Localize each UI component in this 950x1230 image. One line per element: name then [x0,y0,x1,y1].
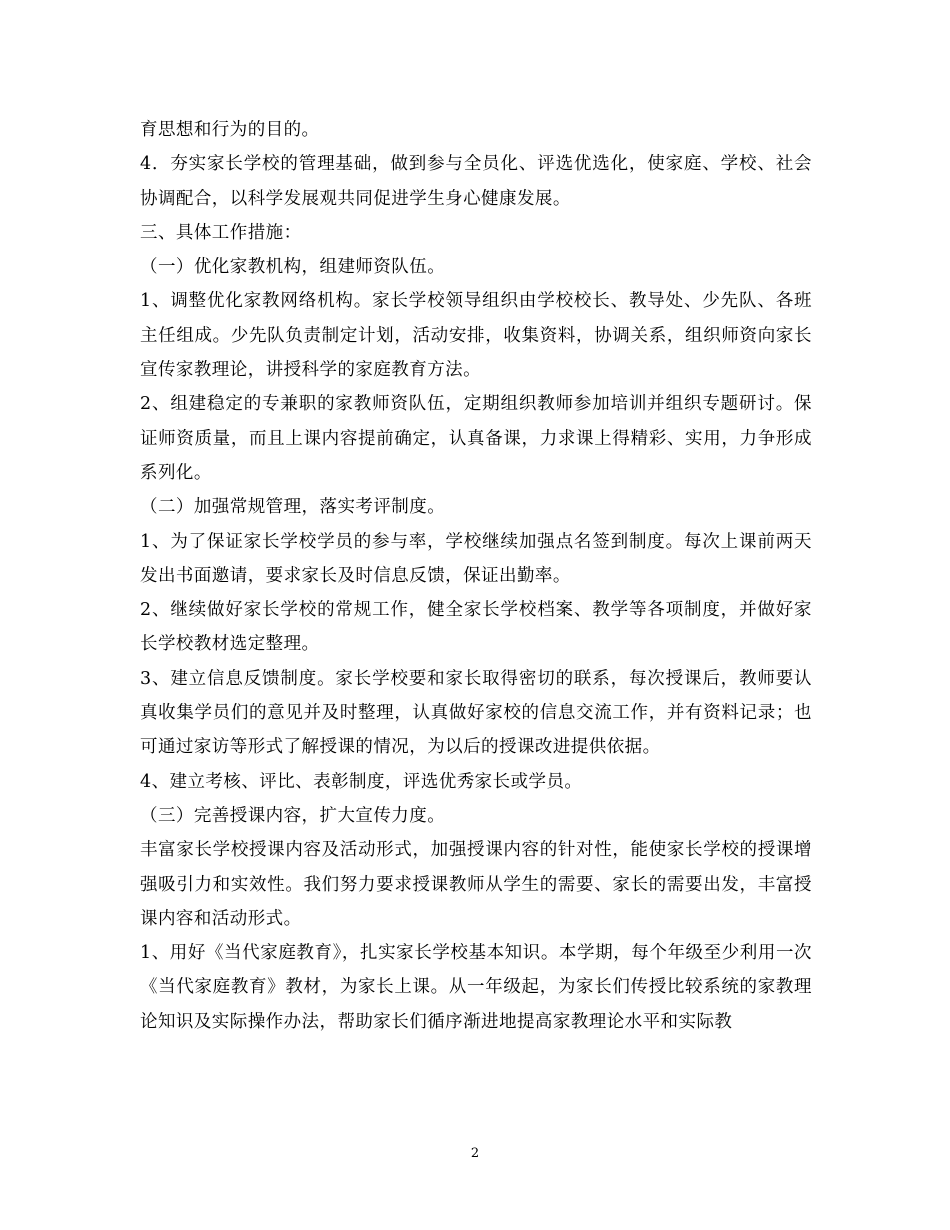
paragraph-8: 4、建立考核、评比、表彰制度，评选优秀家长或学员。 [140,771,583,792]
page-number: 2 [470,1146,480,1161]
document-body [140,113,812,1039]
paragraph-9: 丰富家长学校授课内容及活动形式，加强授课内容的针对性，能使家长学校的授课增强吸引力和实效性。我们努力要求授课教师从学生的需要、家长的需要出发，丰富授课内容和活动形式。 [140,840,812,929]
paragraph-5: 1、为了保证家长学校学员的参与率，学校继续加强点名签到制度。每次上课前两天发出书面邀请，要求家长及时信息反馈，保证出勤率。 [140,531,812,586]
section-heading-measures: 三、具体工作措施： [140,222,302,243]
paragraph-4: 2、组建稳定的专兼职的家教师资队伍，定期组织教师参加培训并组织专题研讨。保证师资质量，而且上课内容提前确定，认真备课，力求课上得精彩、实用，力争形成系列化。 [140,394,812,483]
subheading-3: （三）完善授课内容，扩大宣传力度。 [140,805,446,826]
paragraph-6: 2、继续做好家长学校的常规工作，健全家长学校档案、教学等各项制度，并做好家长学校教材选定整理。 [140,600,812,655]
paragraph-2: 4．夯实家长学校的管理基础，做到参与全员化、评选优选化，使家庭、学校、社会协调配合，以科学发展观共同促进学生身心健康发展。 [140,154,812,209]
paragraph-10: 1、用好《当代家庭教育》，扎实家长学校基本知识。本学期，每个年级至少利用一次《当代家庭教育》教材，为家长上课。从一年级起，为家长们传授比较系统的家教理论知识及实际操作办法，帮助家长们循序渐进地提高家教理论水平和实际教 [140,943,812,1032]
subheading-2: （二）加强常规管理，落实考评制度。 [140,497,446,518]
paragraph-7: 3、建立信息反馈制度。家长学校要和家长取得密切的联系，每次授课后，教师要认真收集学员们的意见并及时整理，认真做好家校的信息交流工作，并有资料记录；也可通过家访等形式了解授课的情况，为以后的授课改进提供依据。 [140,668,812,758]
subheading-1: （一）优化家教机构，组建师资队伍。 [140,257,446,278]
paragraph-3: 1、调整优化家教网络机构。家长学校领导组织由学校校长、教导处、少先队、各班主任组成。少先队负责制定计划，活动安排，收集资料，协调关系，组织师资向家长宣传家教理论，讲授科学的家庭教育方法。 [140,291,812,381]
paragraph-1: 育思想和行为的目的。 [140,120,320,140]
